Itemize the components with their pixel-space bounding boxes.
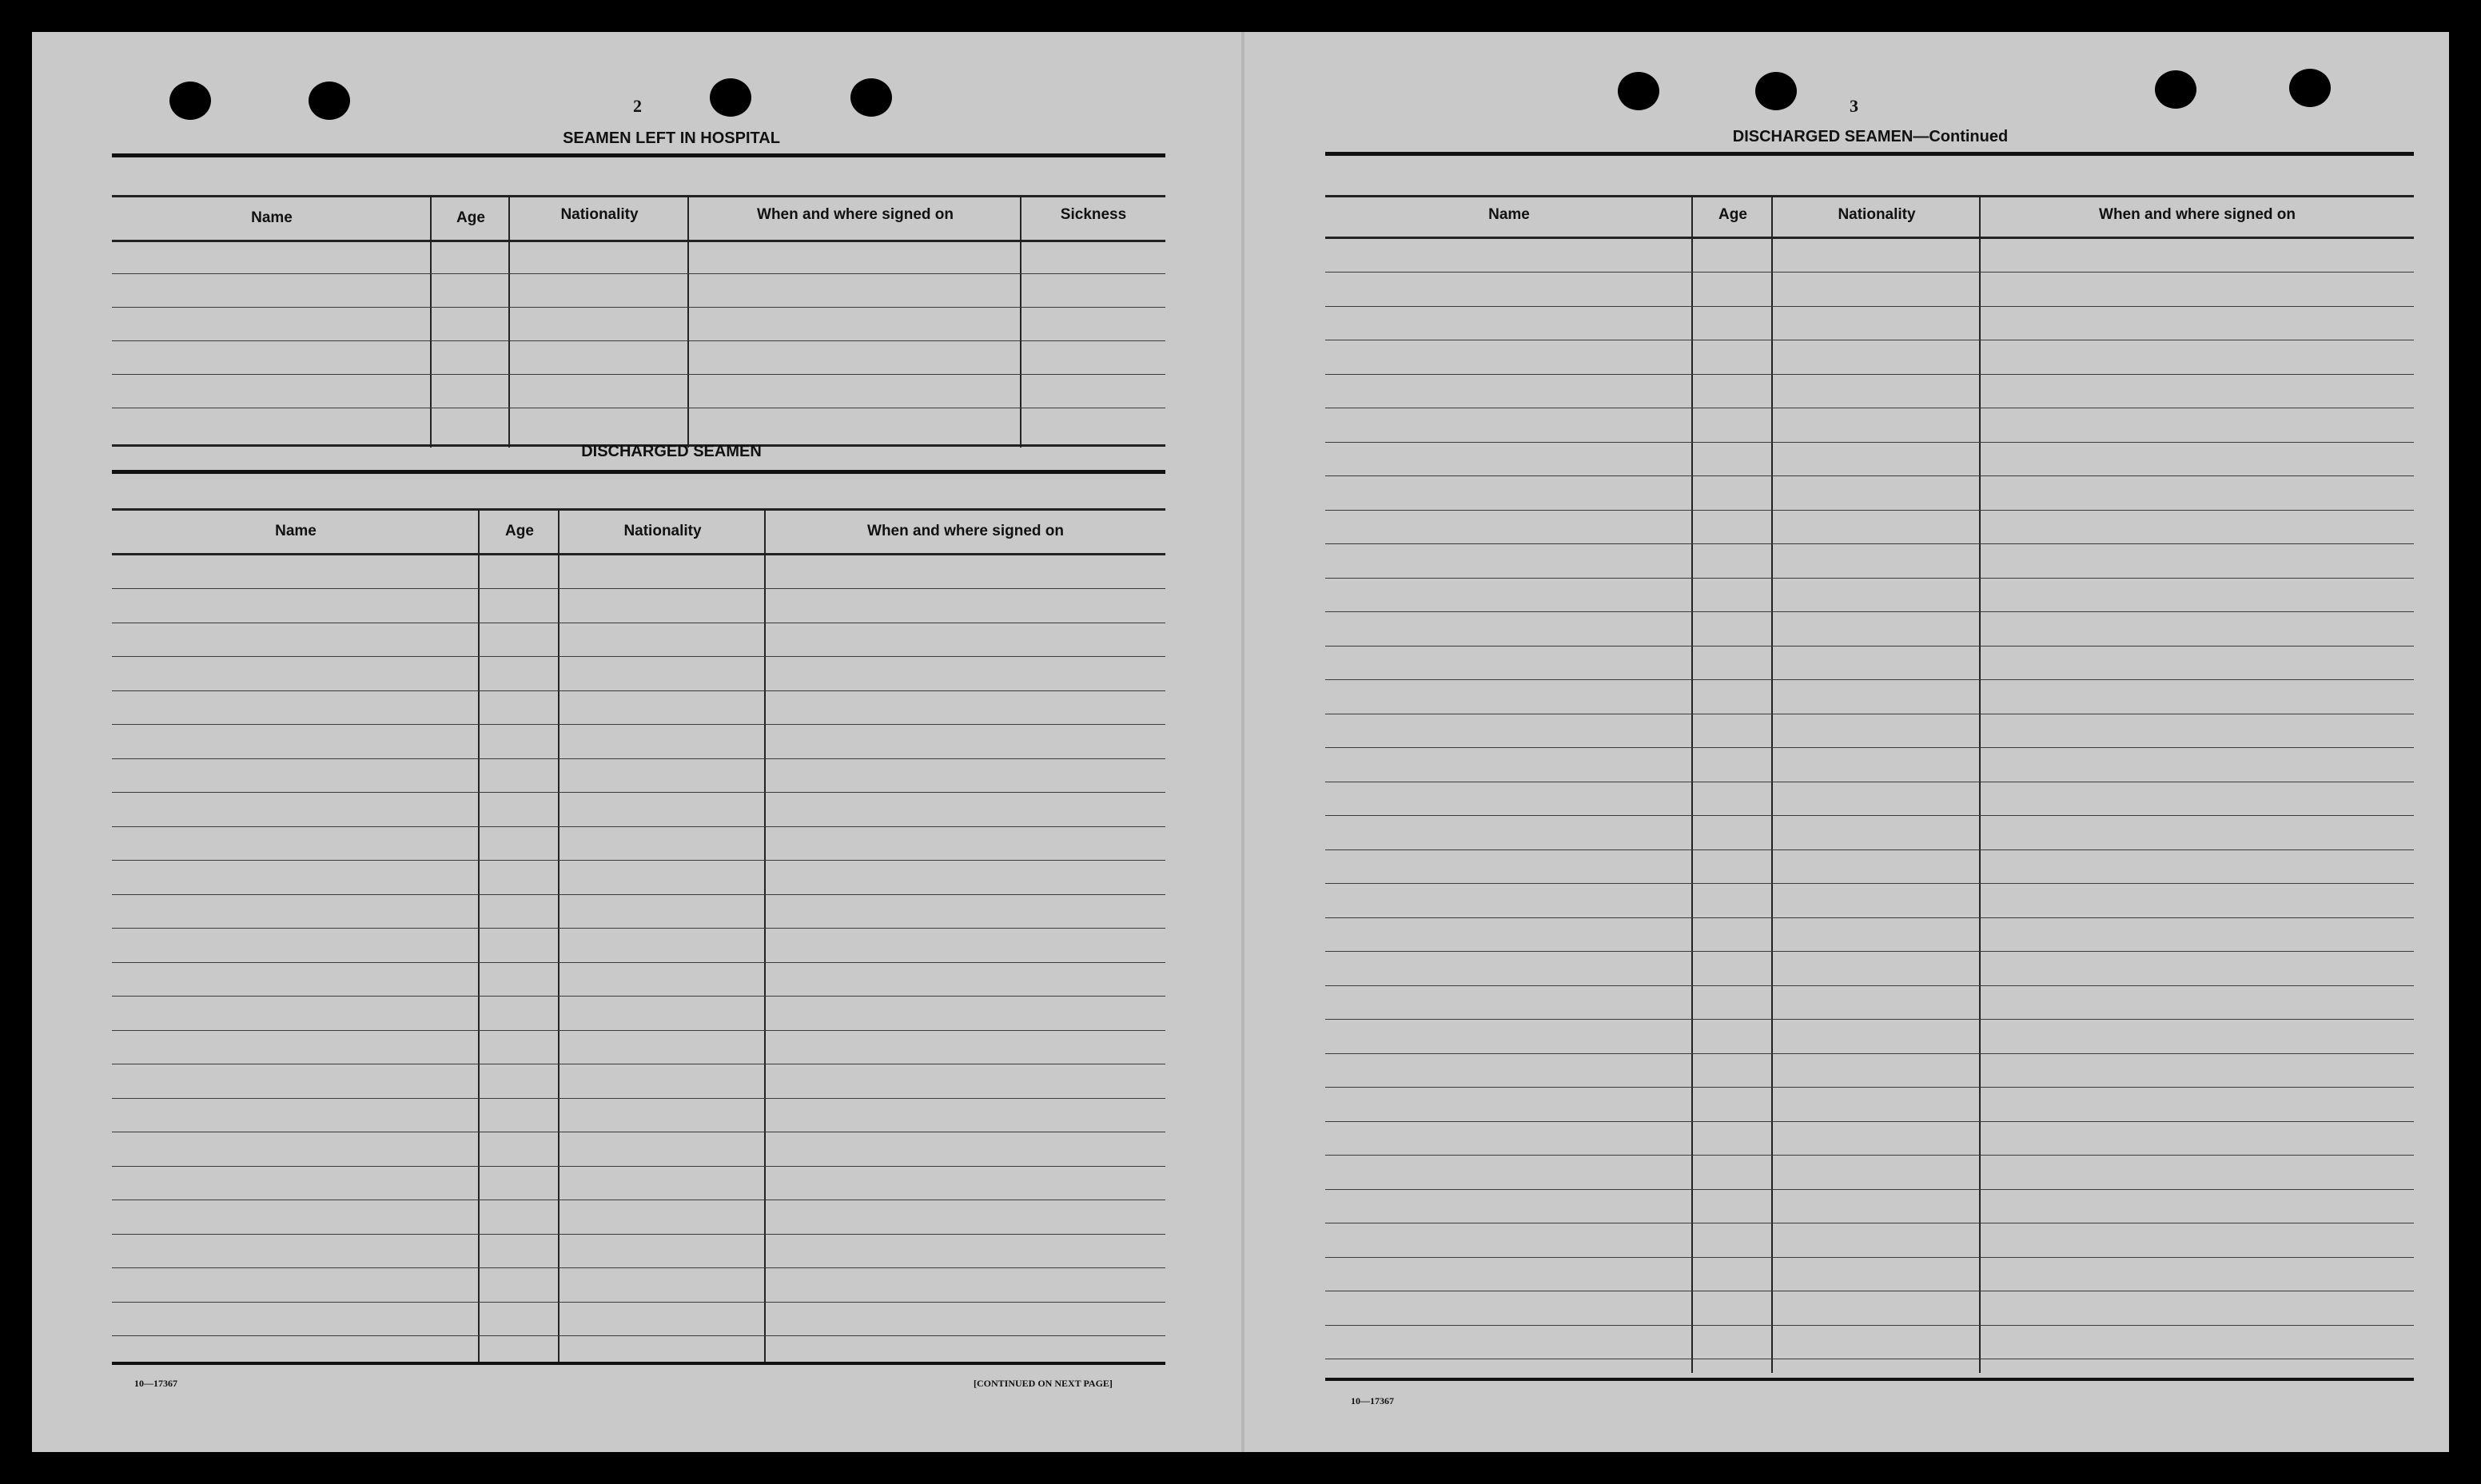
table-row-rule (1325, 883, 2414, 884)
table-row-rule (112, 1030, 1165, 1031)
table-row-rule (112, 1267, 1165, 1268)
right-col-nationality: Nationality (1838, 206, 1916, 223)
table-row-rule (112, 1302, 1165, 1303)
table-row-rule (1325, 272, 2414, 273)
table-row-rule (1325, 985, 2414, 986)
form-number-right: 10—17367 (1351, 1395, 1394, 1406)
table-row-rule (1325, 578, 2414, 579)
table-row-rule (1325, 747, 2414, 748)
table-row-rule (112, 588, 1165, 589)
hospital-col-nationality: Nationality (560, 206, 639, 223)
table-row-rule (112, 758, 1165, 759)
punch-hole (2155, 70, 2196, 109)
table-row-rule (1325, 917, 2414, 918)
table-row-rule (1325, 510, 2414, 511)
table-row-rule (1325, 1019, 2414, 1020)
table-row-rule (112, 928, 1165, 929)
table-row-rule (1325, 951, 2414, 952)
table-row-rule (112, 690, 1165, 691)
table-row-rule (112, 894, 1165, 895)
hospital-col-age: Age (456, 209, 485, 226)
right-col-age: Age (1718, 206, 1747, 223)
table-row-rule (112, 792, 1165, 793)
table-row-rule (112, 996, 1165, 997)
punch-hole (2289, 69, 2331, 107)
punch-hole (1755, 72, 1797, 110)
table-row-rule (112, 1098, 1165, 1099)
table-row-rule (1325, 1155, 2414, 1156)
table-row-rule (1325, 849, 2414, 850)
punch-hole (169, 82, 211, 120)
hospital-table (112, 153, 1165, 448)
hospital-col-when-where: When and where signed on (757, 206, 954, 223)
hospital-section-title: SEAMEN LEFT IN HOSPITAL (563, 129, 780, 147)
punch-hole (309, 82, 350, 120)
punch-hole (850, 78, 892, 117)
table-row-rule (112, 1234, 1165, 1235)
table-row-rule (1325, 815, 2414, 816)
discharged-section-title-left: DISCHARGED SEAMEN (581, 443, 762, 460)
table-row-rule (1325, 1053, 2414, 1054)
page-number-left: 2 (633, 96, 642, 116)
table-row-rule (112, 1335, 1165, 1336)
page-fold (1241, 32, 1244, 1452)
table-row-rule (1325, 1087, 2414, 1088)
table-row-rule (112, 724, 1165, 725)
punch-hole (710, 78, 751, 117)
right-col-name: Name (1488, 206, 1530, 223)
form-number-left: 10—17367 (134, 1378, 177, 1389)
hospital-col-name: Name (251, 209, 293, 226)
discharged-col-age: Age (505, 523, 534, 539)
table-row-rule (1325, 374, 2414, 375)
page-number-right: 3 (1850, 96, 1858, 116)
right-col-when-where: When and where signed on (2099, 206, 2296, 223)
table-row-rule (112, 962, 1165, 963)
discharged-col-when-where: When and where signed on (867, 523, 1064, 539)
continued-note: [CONTINUED ON NEXT PAGE] (974, 1378, 1113, 1389)
table-row-rule (1325, 1257, 2414, 1258)
table-row-rule (1325, 442, 2414, 443)
document-sheet (32, 32, 2449, 1452)
discharged-table-left (112, 470, 1165, 1381)
table-row-rule (1325, 679, 2414, 680)
table-row-rule (1325, 475, 2414, 476)
discharged-table-right (1325, 152, 2414, 1398)
table-row-rule (1325, 1189, 2414, 1190)
table-row-rule (1325, 306, 2414, 307)
table-row-rule (1325, 543, 2414, 544)
table-row-rule (1325, 1121, 2414, 1122)
table-row-rule (1325, 611, 2414, 612)
discharged-col-name: Name (275, 523, 317, 539)
hospital-col-sickness: Sickness (1060, 206, 1127, 223)
table-row-rule (112, 860, 1165, 861)
table-row-rule (1325, 646, 2414, 647)
discharged-section-title-right: DISCHARGED SEAMEN—Continued (1732, 128, 2009, 145)
table-row-rule (112, 656, 1165, 657)
table-row-rule (112, 1166, 1165, 1167)
table-row-rule (112, 826, 1165, 827)
table-row-rule (1325, 1325, 2414, 1326)
discharged-col-nationality: Nationality (623, 523, 702, 539)
punch-hole (1618, 72, 1659, 110)
